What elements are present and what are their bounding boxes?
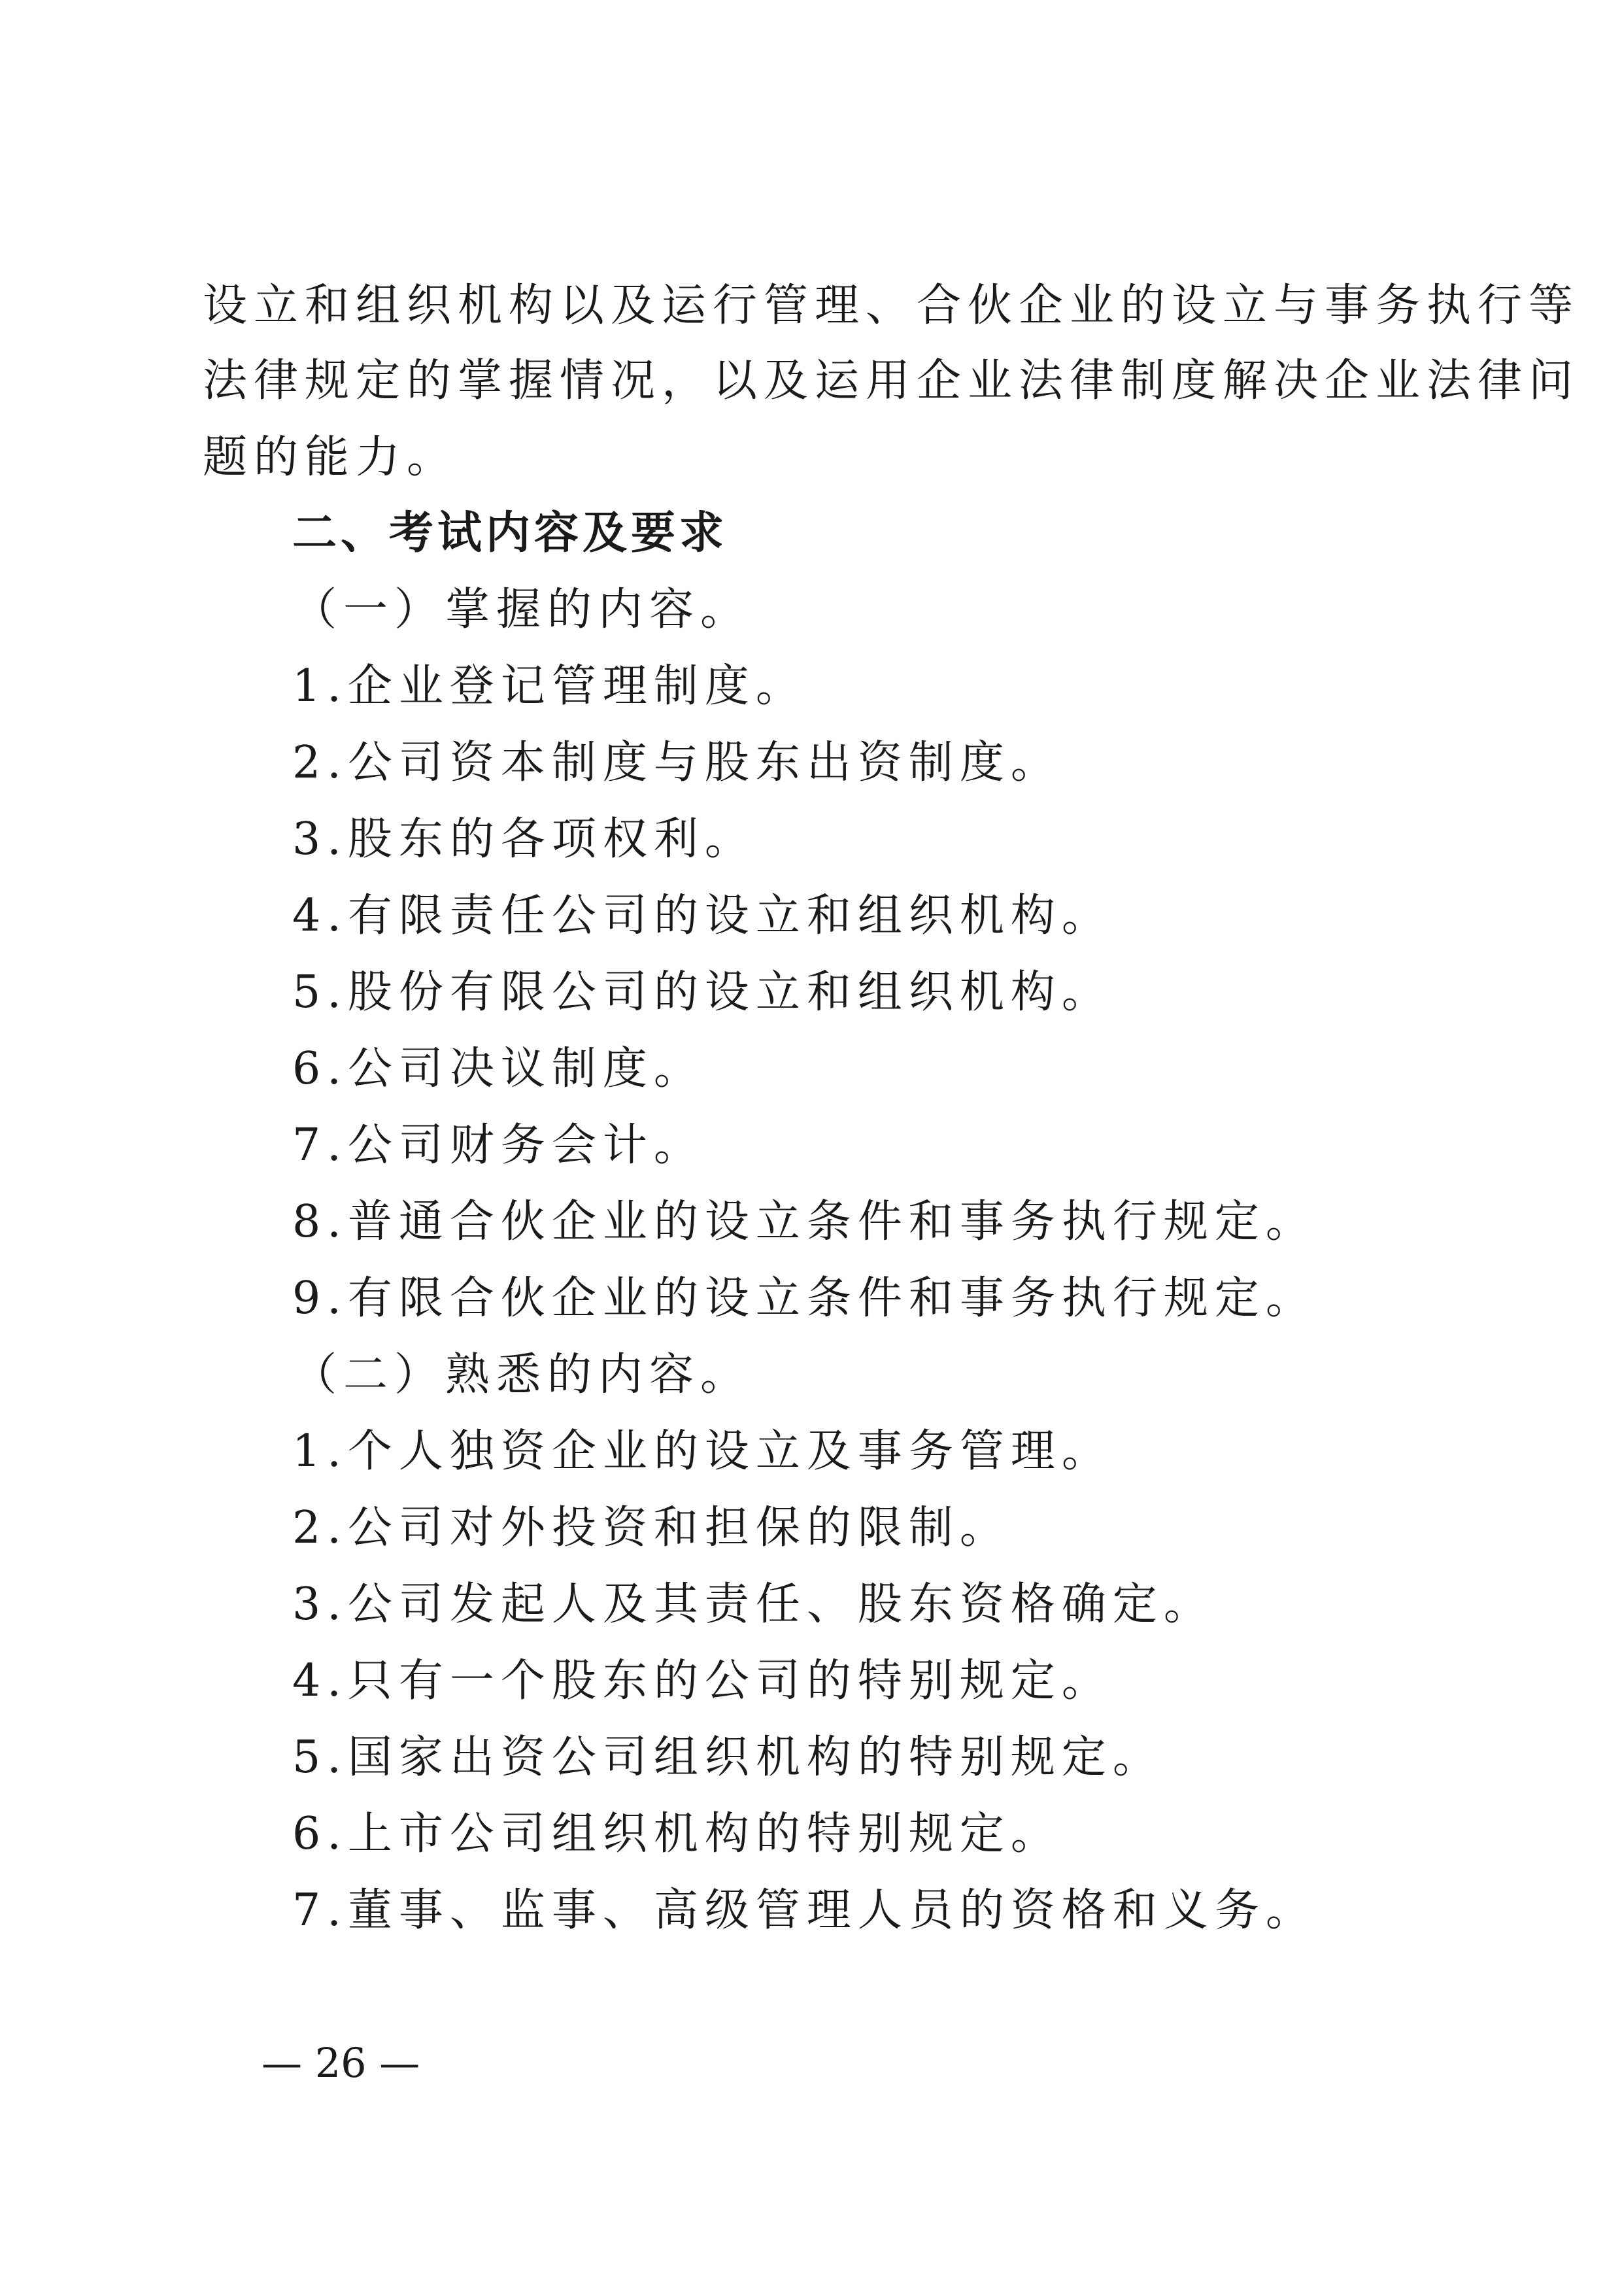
list-item: 2.公司对外投资和担保的限制。	[292, 1502, 1011, 1554]
list-item: 3.公司发起人及其责任、股东资格确定。	[292, 1579, 1215, 1630]
list-item: 5.国家出资公司组织机构的特别规定。	[292, 1732, 1164, 1783]
list-item: 4.有限责任公司的设立和组织机构。	[292, 890, 1113, 942]
subsection-heading-mastery: （一）掌握的内容。	[292, 584, 752, 636]
list-item: 8.普通合伙企业的设立条件和事务执行规定。	[292, 1196, 1317, 1248]
paragraph-line: 法律规定的掌握情况，以及运用企业法律制度解决企业法律问	[203, 355, 1580, 407]
paragraph-line: 题的能力。	[203, 432, 458, 483]
list-item: 7.董事、监事、高级管理人员的资格和义务。	[292, 1885, 1317, 1936]
list-item: 7.公司财务会计。	[292, 1120, 705, 1171]
list-item: 2.公司资本制度与股东出资制度。	[292, 737, 1062, 789]
page-number: — 26 —	[262, 2039, 420, 2087]
list-item: 5.股份有限公司的设立和组织机构。	[292, 967, 1113, 1018]
list-item: 9.有限合伙企业的设立条件和事务执行规定。	[292, 1273, 1317, 1324]
list-item: 4.只有一个股东的公司的特别规定。	[292, 1655, 1113, 1707]
list-item: 3.股东的各项权利。	[292, 814, 756, 865]
subsection-heading-familiar: （二）熟悉的内容。	[292, 1349, 752, 1401]
section-heading: 二、考试内容及要求	[292, 507, 728, 559]
list-item: 1.企业登记管理制度。	[292, 660, 807, 712]
list-item: 1.个人独资企业的设立及事务管理。	[292, 1426, 1113, 1477]
list-item: 6.上市公司组织机构的特别规定。	[292, 1808, 1062, 1860]
list-item: 6.公司决议制度。	[292, 1043, 705, 1095]
paragraph-line: 设立和组织机构以及运行管理、合伙企业的设立与事务执行等	[203, 280, 1580, 332]
